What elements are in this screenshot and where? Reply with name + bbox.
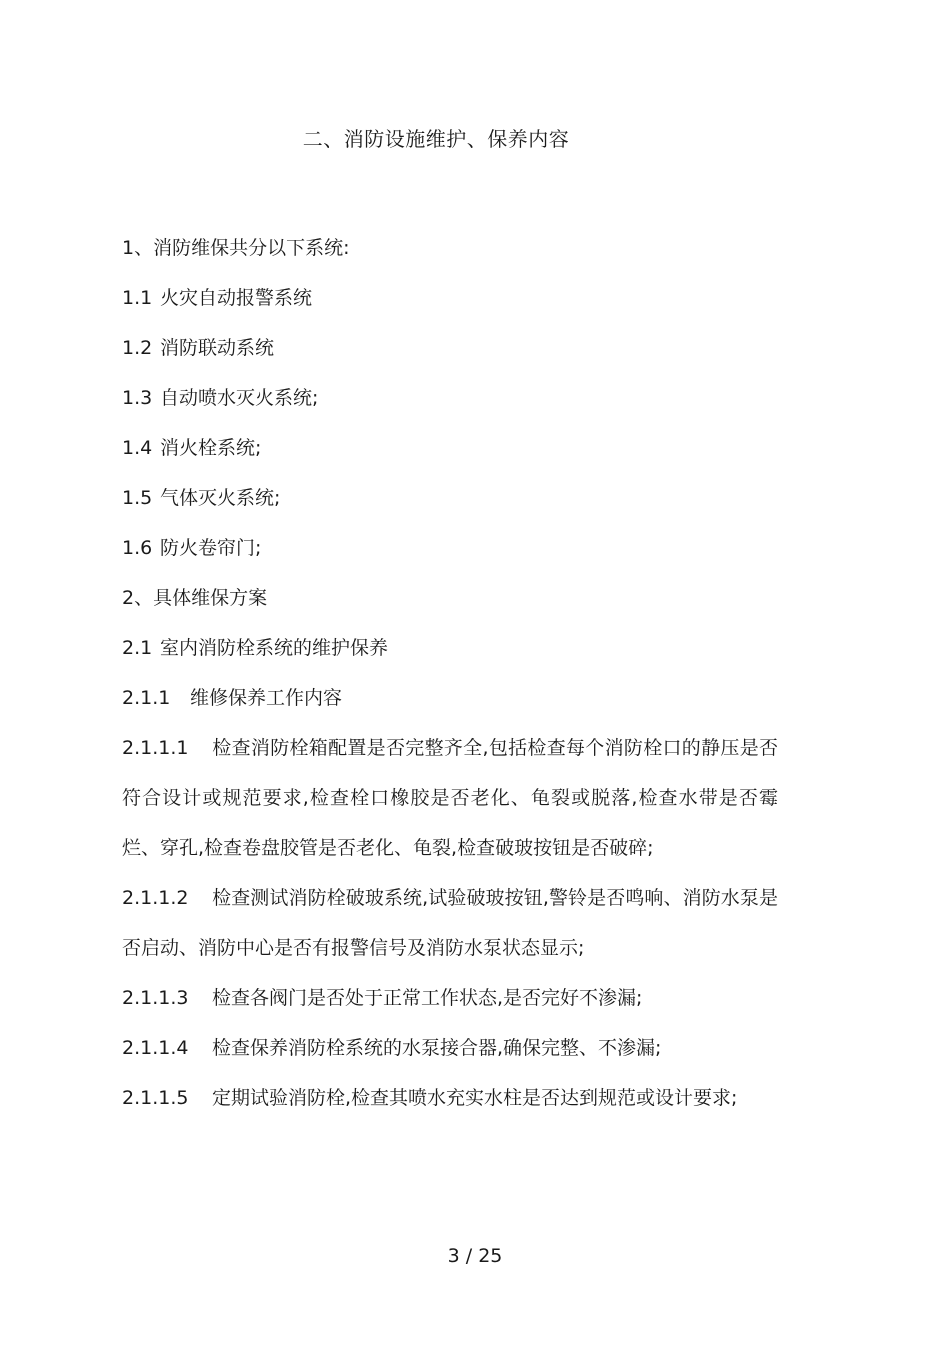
item-text: 消防联动系统 [160,337,275,359]
list-item [122,373,778,423]
section-title: 二、消防设施维护、保养内容 [302,127,570,151]
paragraph [122,973,778,1023]
item-text: 维修保养工作内容 [190,687,343,709]
paragraph-number: 2.1.1.5 [122,1087,189,1109]
item-number: 1.3 [122,387,153,409]
paragraph-text: 检查各阀门是否处于正常工作状态,是否完好不渗漏; [212,987,643,1009]
list-item [122,323,778,373]
item-text: 室内消防栓系统的维护保养 [160,637,389,659]
item-number: 1.2 [122,337,153,359]
list-item [122,423,778,473]
item-number: 1.5 [122,487,153,509]
paragraph [122,1073,778,1123]
item-number: 1.1 [122,287,153,309]
paragraph [122,723,778,873]
paragraph-text: 检查测试消防栓破玻系统,试验破玻按钮,警铃是否鸣响、消防水泵是否启动、消防中心是否有报警信号及消防水泵状态显示; [122,887,778,959]
item-number: 1.4 [122,437,153,459]
paragraph-number: 2.1.1.4 [122,1037,189,1059]
list-item [122,273,778,323]
paragraph [122,873,778,973]
item-text: 消火栓系统; [160,437,262,459]
list-item [122,223,778,273]
list-item [122,623,778,673]
list-item [122,473,778,523]
item-number: 1.6 [122,537,153,559]
document-body [122,223,778,1123]
paragraph-text: 检查保养消防栓系统的水泵接合器,确保完整、不渗漏; [212,1037,662,1059]
item-text: 1、消防维保共分以下系统: [122,237,350,259]
item-text: 2、具体维保方案 [122,587,268,609]
item-text: 防火卷帘门; [160,537,262,559]
paragraph-number: 2.1.1.1 [122,737,189,759]
item-number: 2.1 [122,637,153,659]
item-text: 气体灭火系统; [160,487,281,509]
list-item [122,573,778,623]
page-number: 3 / 25 [447,1245,503,1267]
item-text: 火灾自动报警系统 [160,287,313,309]
paragraph-text: 定期试验消防栓,检查其喷水充实水柱是否达到规范或设计要求; [212,1087,738,1109]
paragraph-number: 2.1.1.3 [122,987,189,1009]
paragraph [122,1023,778,1073]
item-number: 2.1.1 [122,687,171,709]
list-item [122,523,778,573]
item-text: 自动喷水灭火系统; [160,387,319,409]
paragraph-number: 2.1.1.2 [122,887,189,909]
paragraph-text: 检查消防栓箱配置是否完整齐全,包括检查每个消防栓口的静压是否符合设计或规范要求,检查栓口橡胶是否老化、龟裂或脱落,检查水带是否霉烂、穿孔,检查卷盘胶管是否老化、龟裂,检查破玻按钮是否破碎; [122,737,778,859]
list-item [122,673,778,723]
